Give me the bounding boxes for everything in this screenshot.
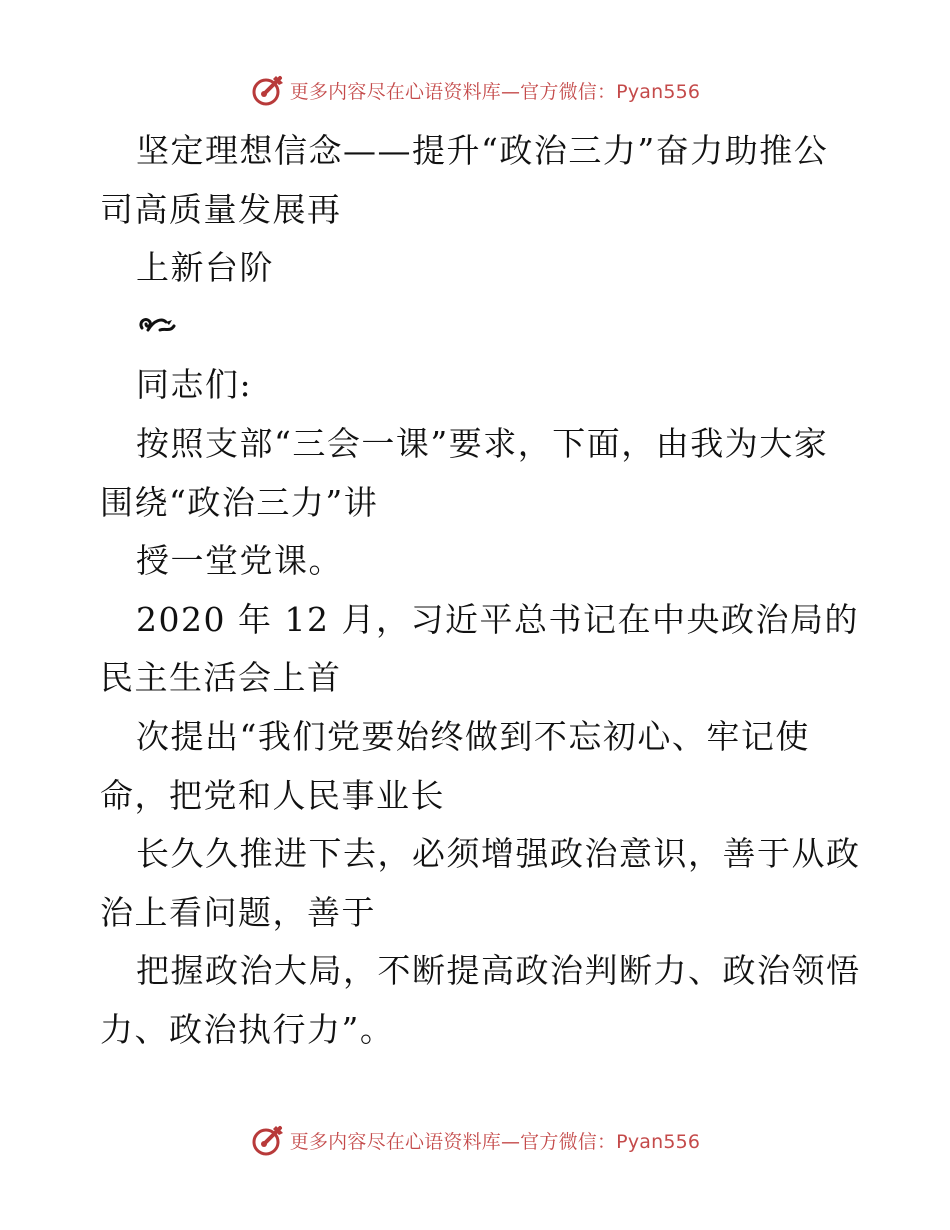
footer-watermark [0,1120,950,1160]
watermark-text: 更多内容尽在心语资料库—官方微信：Pyan556 [289,80,701,103]
pen-logo-icon [250,72,286,108]
paragraph-line: 把握政治大局，不断提高政治判断力、政治领悟 [136,951,861,991]
paragraph-line: 按照支部“三会一课”要求，下面，由我为大家 [136,423,829,463]
paragraph-line: 围绕“政治三力”讲 [100,482,379,522]
paragraph-line: 民主生活会上首 [100,658,342,698]
header-watermark [0,70,950,110]
decorative-swirl-icon [136,312,176,342]
paragraph-line: 治上看问题，善于 [100,892,376,932]
paragraph-line: 命，把党和人民事业长 [100,775,445,815]
document-body [100,122,860,1060]
watermark-text: 更多内容尽在心语资料库—官方微信：Pyan556 [289,1130,701,1153]
title-line-2: 司高质量发展再 [100,189,342,229]
title-line-3: 上新台阶 [136,248,274,288]
ornament-row [100,298,860,357]
salutation: 同志们: [136,365,253,405]
paragraph-line: 长久久推进下去，必须增强政治意识，善于从政 [136,834,861,874]
paragraph-line: 力、政治执行力”。 [100,1009,395,1049]
title-line-1: 坚定理想信念——提升“政治三力”奋力助推公 [136,131,829,170]
paragraph-line: 2020 年 12 月，习近平总书记在中央政治局的 [136,599,859,639]
pen-logo-icon [250,1122,286,1158]
paragraph-line: 授一堂党课。 [136,541,343,581]
paragraph-line: 次提出“我们党要始终做到不忘初心、牢记使 [136,716,810,756]
